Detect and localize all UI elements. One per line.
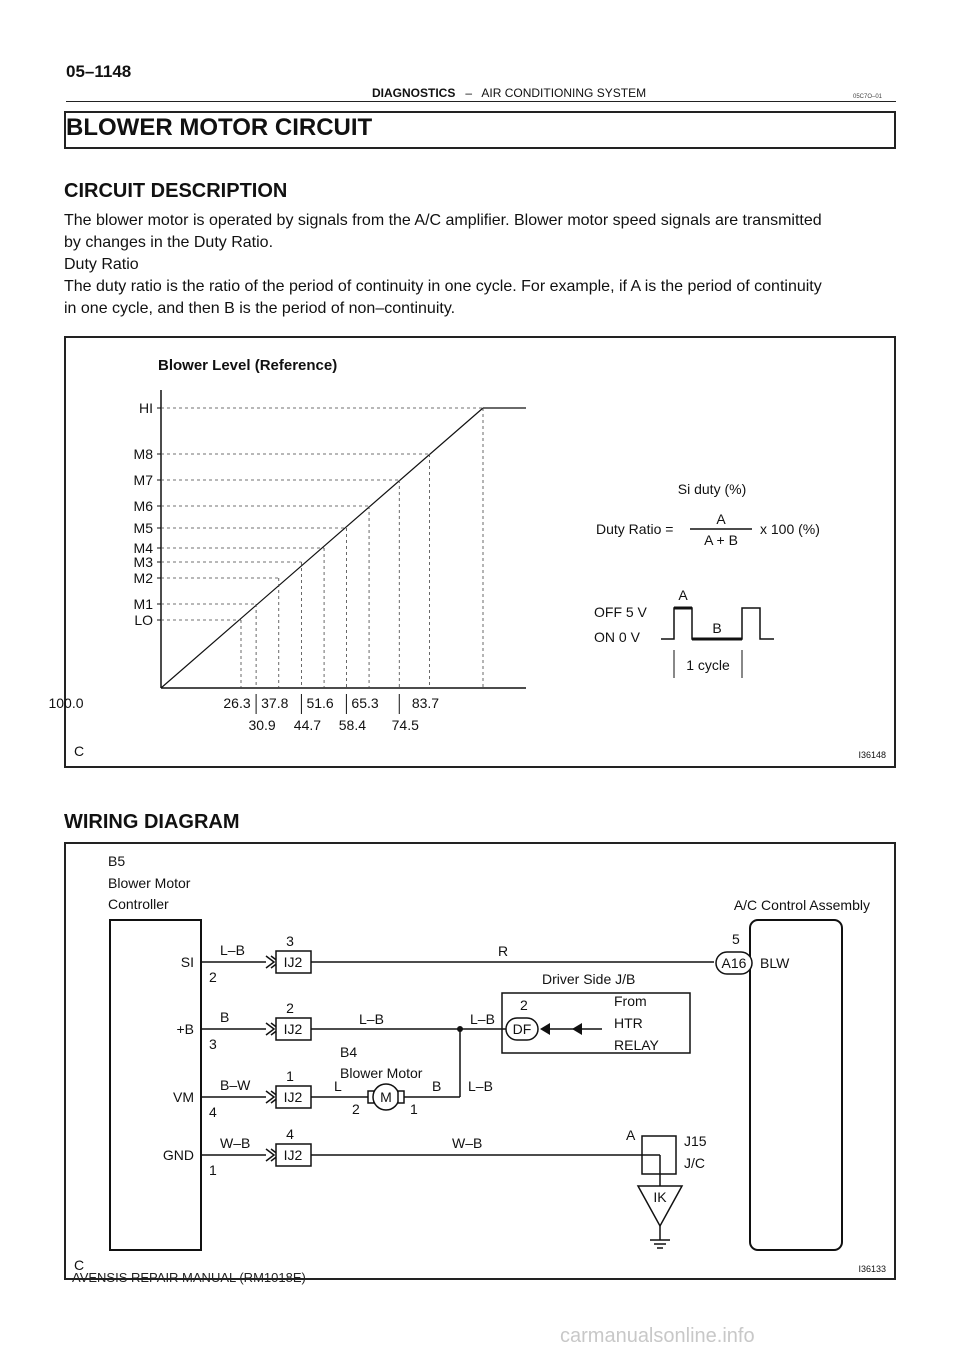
page-number: 05–1148 bbox=[66, 62, 132, 81]
level-label-m1: M1 bbox=[133, 596, 153, 612]
htr-label: HTR bbox=[614, 1015, 643, 1031]
figure1-corner-label: C bbox=[74, 743, 85, 759]
controller-pin-number: 3 bbox=[209, 1036, 217, 1052]
j15-code: J15 bbox=[684, 1133, 707, 1149]
jb-wire-color: L–B bbox=[470, 1011, 495, 1027]
x-tick-label: 100.0 bbox=[48, 695, 84, 711]
controller-terminal-name: VM bbox=[173, 1089, 194, 1105]
waveform-off-label: OFF 5 V bbox=[594, 604, 647, 620]
gnd-wire-color: W–B bbox=[452, 1135, 483, 1151]
formula-denominator: A + B bbox=[704, 532, 738, 548]
formula-numerator: A bbox=[716, 511, 726, 527]
controller-terminal-name: GND bbox=[162, 1147, 194, 1163]
motor-code: B4 bbox=[340, 1044, 358, 1060]
formula-caption: Si duty (%) bbox=[677, 481, 747, 497]
b5-name-line1: Blower Motor bbox=[108, 875, 191, 891]
waveform-a-label: A bbox=[678, 587, 688, 603]
level-label-m3: M3 bbox=[133, 554, 153, 570]
controller-terminal-name: +B bbox=[176, 1021, 194, 1037]
level-label-lo: LO bbox=[134, 612, 153, 628]
level-label-m5: M5 bbox=[133, 520, 153, 536]
motor-pin-b: 1 bbox=[410, 1101, 418, 1117]
ac-assembly-label: A/C Control Assembly bbox=[733, 897, 870, 913]
x-tick-label-lower: 44.7 bbox=[293, 717, 322, 733]
controller-wire-color: B–W bbox=[220, 1077, 251, 1093]
running-head bbox=[372, 86, 646, 100]
chart-plot-area bbox=[48, 390, 526, 733]
controller-wire-color: W–B bbox=[220, 1135, 251, 1151]
waveform-on-label: ON 0 V bbox=[594, 629, 640, 645]
waveform-b-label: B bbox=[712, 620, 722, 636]
ij2-pin-number: 4 bbox=[286, 1126, 294, 1142]
controller-pin-number: 2 bbox=[209, 969, 217, 985]
motor-wire-color: L–B bbox=[468, 1078, 493, 1094]
formula-lhs: Duty Ratio = bbox=[596, 521, 674, 537]
footer-manual-name: AVENSIS REPAIR MANUAL (RM1018E) bbox=[72, 1270, 306, 1285]
ij2-connector-label: IJ2 bbox=[283, 1021, 303, 1037]
x-tick-label-lower: 74.5 bbox=[391, 717, 419, 733]
junction-block-title: Driver Side J/B bbox=[542, 971, 636, 987]
figure1-id: I36148 bbox=[858, 750, 886, 760]
x-tick-label-lower: 58.4 bbox=[338, 717, 367, 733]
motor-m-label: M bbox=[380, 1089, 392, 1105]
header-separator: – bbox=[465, 86, 473, 100]
x-tick-label: 51.6 bbox=[306, 695, 334, 711]
j15-pin: A bbox=[626, 1127, 636, 1143]
page-title: BLOWER MOTOR CIRCUIT bbox=[66, 114, 373, 141]
formula-multiplier: x 100 (%) bbox=[760, 521, 820, 537]
x-tick-label: 26.3 bbox=[223, 695, 251, 711]
x-tick-label: 83.7 bbox=[411, 695, 440, 711]
controller-wire-color: B bbox=[220, 1009, 230, 1025]
section-name: AIR CONDITIONING SYSTEM bbox=[481, 86, 647, 100]
watermark-text: carmanualsonline.info bbox=[560, 1325, 755, 1347]
motor-name: Blower Motor bbox=[340, 1065, 423, 1081]
wiring-diagram-figure bbox=[64, 842, 896, 1280]
description-line-2: by changes in the Duty Ratio. bbox=[64, 234, 274, 251]
ij2-pin-number: 3 bbox=[286, 933, 294, 949]
relay-label: RELAY bbox=[614, 1037, 659, 1053]
b5-name-line2: Controller bbox=[108, 896, 169, 912]
figure2-id: I36133 bbox=[858, 1264, 886, 1274]
description-line-1: The blower motor is operated by signals from the A/C amplifier. Blower motor speed signals are transmitted bbox=[64, 212, 822, 229]
ij2-connector-label: IJ2 bbox=[283, 954, 303, 970]
si-wire-color: R bbox=[498, 943, 509, 959]
header-rule bbox=[66, 101, 896, 102]
description-line-4: The duty ratio is the ratio of the period of continuity in one cycle. For example, if A is the period of continuity bbox=[64, 278, 822, 295]
description-line-3: Duty Ratio bbox=[64, 256, 139, 273]
blower-level-svg bbox=[48, 338, 894, 766]
wiring-diagram-heading: WIRING DIAGRAM bbox=[64, 811, 240, 833]
df-arrow-icon bbox=[540, 1023, 550, 1035]
controller-terminal-name: SI bbox=[180, 954, 194, 970]
blw-terminal-label: BLW bbox=[760, 955, 790, 971]
controller-wire-color: L–B bbox=[220, 942, 245, 958]
x-tick-label: 65.3 bbox=[351, 695, 379, 711]
level-label-m7: M7 bbox=[133, 472, 153, 488]
from-label: From bbox=[614, 993, 647, 1009]
waveform-cycle-label: 1 cycle bbox=[686, 657, 730, 673]
controller-pin-number: 4 bbox=[209, 1104, 217, 1120]
controller-pins bbox=[163, 933, 311, 1178]
chapter-name: DIAGNOSTICS bbox=[372, 86, 456, 100]
x-tick-label: 37.8 bbox=[261, 695, 289, 711]
jb-pin-number: 2 bbox=[520, 997, 528, 1013]
ij2-connector-label: IJ2 bbox=[283, 1089, 303, 1105]
description-text bbox=[64, 210, 899, 320]
level-label-m8: M8 bbox=[133, 446, 153, 462]
a16-connector-label: A16 bbox=[721, 955, 747, 971]
circuit-description-heading: CIRCUIT DESCRIPTION bbox=[64, 180, 288, 202]
motor-terminal-right bbox=[398, 1091, 404, 1103]
level-label-m4: M4 bbox=[133, 540, 153, 556]
ground-code: IK bbox=[653, 1189, 667, 1205]
a16-pin-number: 5 bbox=[732, 931, 740, 947]
motor-l-label: L bbox=[334, 1078, 342, 1094]
x-tick-label-lower: 30.9 bbox=[248, 717, 276, 733]
motor-b-label: B bbox=[432, 1078, 442, 1094]
document-code: 05C7O–01 bbox=[853, 94, 883, 100]
motor-pin-l: 2 bbox=[352, 1101, 360, 1117]
figure2-corner-label: C bbox=[74, 1257, 85, 1273]
wiring-diagram-svg bbox=[66, 844, 894, 1278]
description-line-5: in one cycle, and then B is the period of non–continuity. bbox=[64, 300, 456, 317]
j15-name: J/C bbox=[684, 1155, 705, 1171]
chart-title: Blower Level (Reference) bbox=[158, 357, 338, 374]
plus-b-wire-color: L–B bbox=[359, 1011, 384, 1027]
controller-pin-number: 1 bbox=[209, 1162, 217, 1178]
ij2-pin-number: 2 bbox=[286, 1000, 294, 1016]
level-label-hi: HI bbox=[139, 400, 153, 416]
level-label-m6: M6 bbox=[133, 498, 153, 514]
b5-code: B5 bbox=[108, 853, 126, 869]
df-connector-label: DF bbox=[512, 1021, 532, 1037]
ij2-pin-number: 1 bbox=[286, 1068, 294, 1084]
level-label-m2: M2 bbox=[133, 570, 153, 586]
blower-level-figure bbox=[48, 336, 896, 768]
ij2-connector-label: IJ2 bbox=[283, 1147, 303, 1163]
